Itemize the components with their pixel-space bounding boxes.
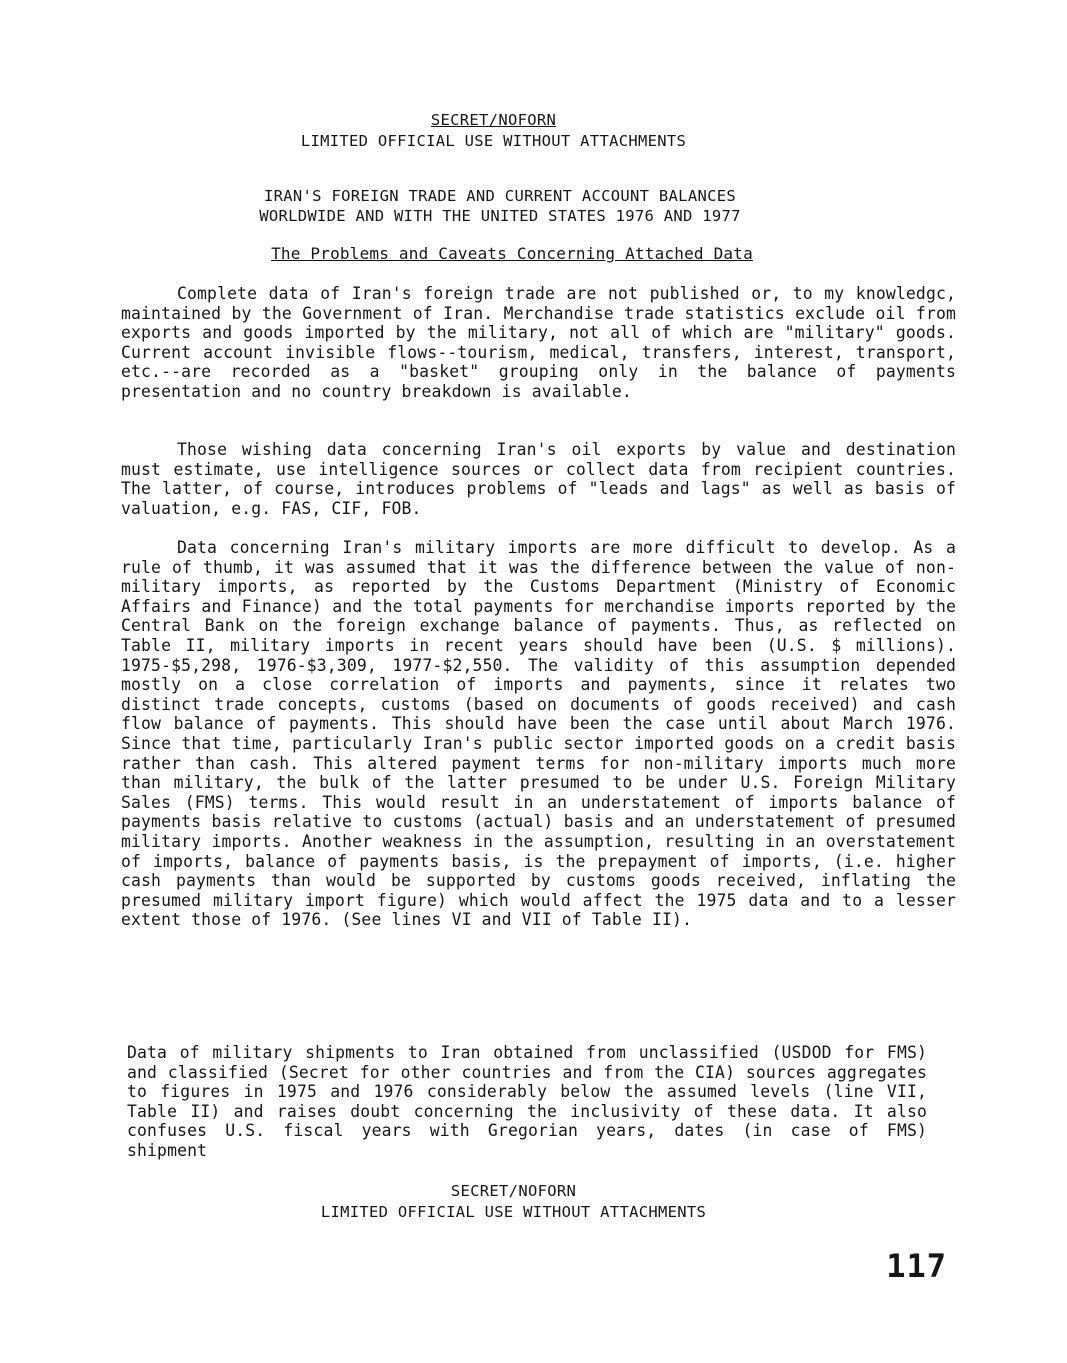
paragraph-military-imports (121, 538, 956, 930)
document-title (0, 186, 1000, 226)
paragraph-text: Data of military shipments to Iran obtained from unclassified (USDOD for FMS) and classified (Secret for other countries and from the CIA) sources aggregates to figures in 1975 and 1976 considerably below the assumed levels (line VII, Table II) and raises doubt concerning the inclusivity of these data. It also confuses U.S. fiscal years with Gregorian years, dates (in case of FMS) shipment (127, 1043, 927, 1160)
section-subtitle: The Problems and Caveats Concerning Attached Data (271, 244, 753, 263)
title-line-1: IRAN'S FOREIGN TRADE AND CURRENT ACCOUNT BALANCES (264, 187, 736, 205)
classification-marking: SECRET/NOFORN (430, 111, 557, 129)
title-line-2: WORLDWIDE AND WITH THE UNITED STATES 1976 AND 1977 (259, 207, 741, 225)
paragraph-trade-data (121, 284, 956, 402)
paragraph-text: Complete data of Iran's foreign trade are not published or, to my knowledgc, maintained by the Government of Iran. Merchandise trade statistics exclude oil from exports and goods imported by the military, not all of which are "military" goods. Current account invisible flows--tourism, medical, transfers, interest, transport, etc.--are recorded as a "basket" grouping only in the balance of payments presentation and no country breakdown is available. (121, 284, 956, 401)
classification-marking: SECRET/NOFORN (450, 1182, 577, 1200)
handling-caveat: LIMITED OFFICIAL USE WITHOUT ATTACHMENTS (320, 1203, 707, 1221)
page-number: 117 (886, 1247, 947, 1285)
paragraph-oil-exports (121, 440, 956, 518)
handling-caveat: LIMITED OFFICIAL USE WITHOUT ATTACHMENTS (300, 132, 687, 150)
paragraph-text: Those wishing data concerning Iran's oil exports by value and destination must estimate, use intelligence sources or collect data from recipient countries. The latter, of course, introduces problems of "leads and lags" as well as basis of valuation, e.g. FAS, CIF, FOB. (121, 440, 956, 518)
paragraph-text: Data concerning Iran's military imports are more difficult to develop. As a rule of thumb, it was assumed that it was the difference between the value of non-military imports, as reported by the Customs Department (Ministry of Economic Affairs and Finance) and the total payments for merchandise imports reported by the Central Bank on the foreign exchange balance of payments. Thus, as reflected on Table II, military imports in recent years should have been (U.S. $ millions). 1975-$5,298, 1976-$3,309, 1977-$2,550. The validity of this assumption depended mostly on a close correlation of imports and payments, since it relates two distinct trade concepts, customs (based on documents of goods received) and cash flow balance of payments. This should have been the case until about March 1976. Since that time, particularly Iran's public sector imported goods on a credit basis rather than cash. This altered payment terms for non-military imports much more than military, the bulk of the latter presumed to be under U.S. Foreign Military Sales (FMS) terms. This would result in an understatement of imports balance of payments basis relative to customs (actual) basis and an understatement of presumed military imports. Another weakness in the assumption, resulting in an overstatement of imports, balance of payments basis, is the prepayment of imports, (i.e. higher cash payments than would be supported by customs goods received, inflating the presumed military import figure) which would affect the 1975 data and to a lesser extent those of 1976. (See lines VI and VII of Table II). (121, 538, 956, 930)
classification-header-bottom (0, 1181, 1047, 1223)
paragraph-military-shipments (127, 1043, 927, 1161)
classification-header-top (0, 110, 1027, 152)
